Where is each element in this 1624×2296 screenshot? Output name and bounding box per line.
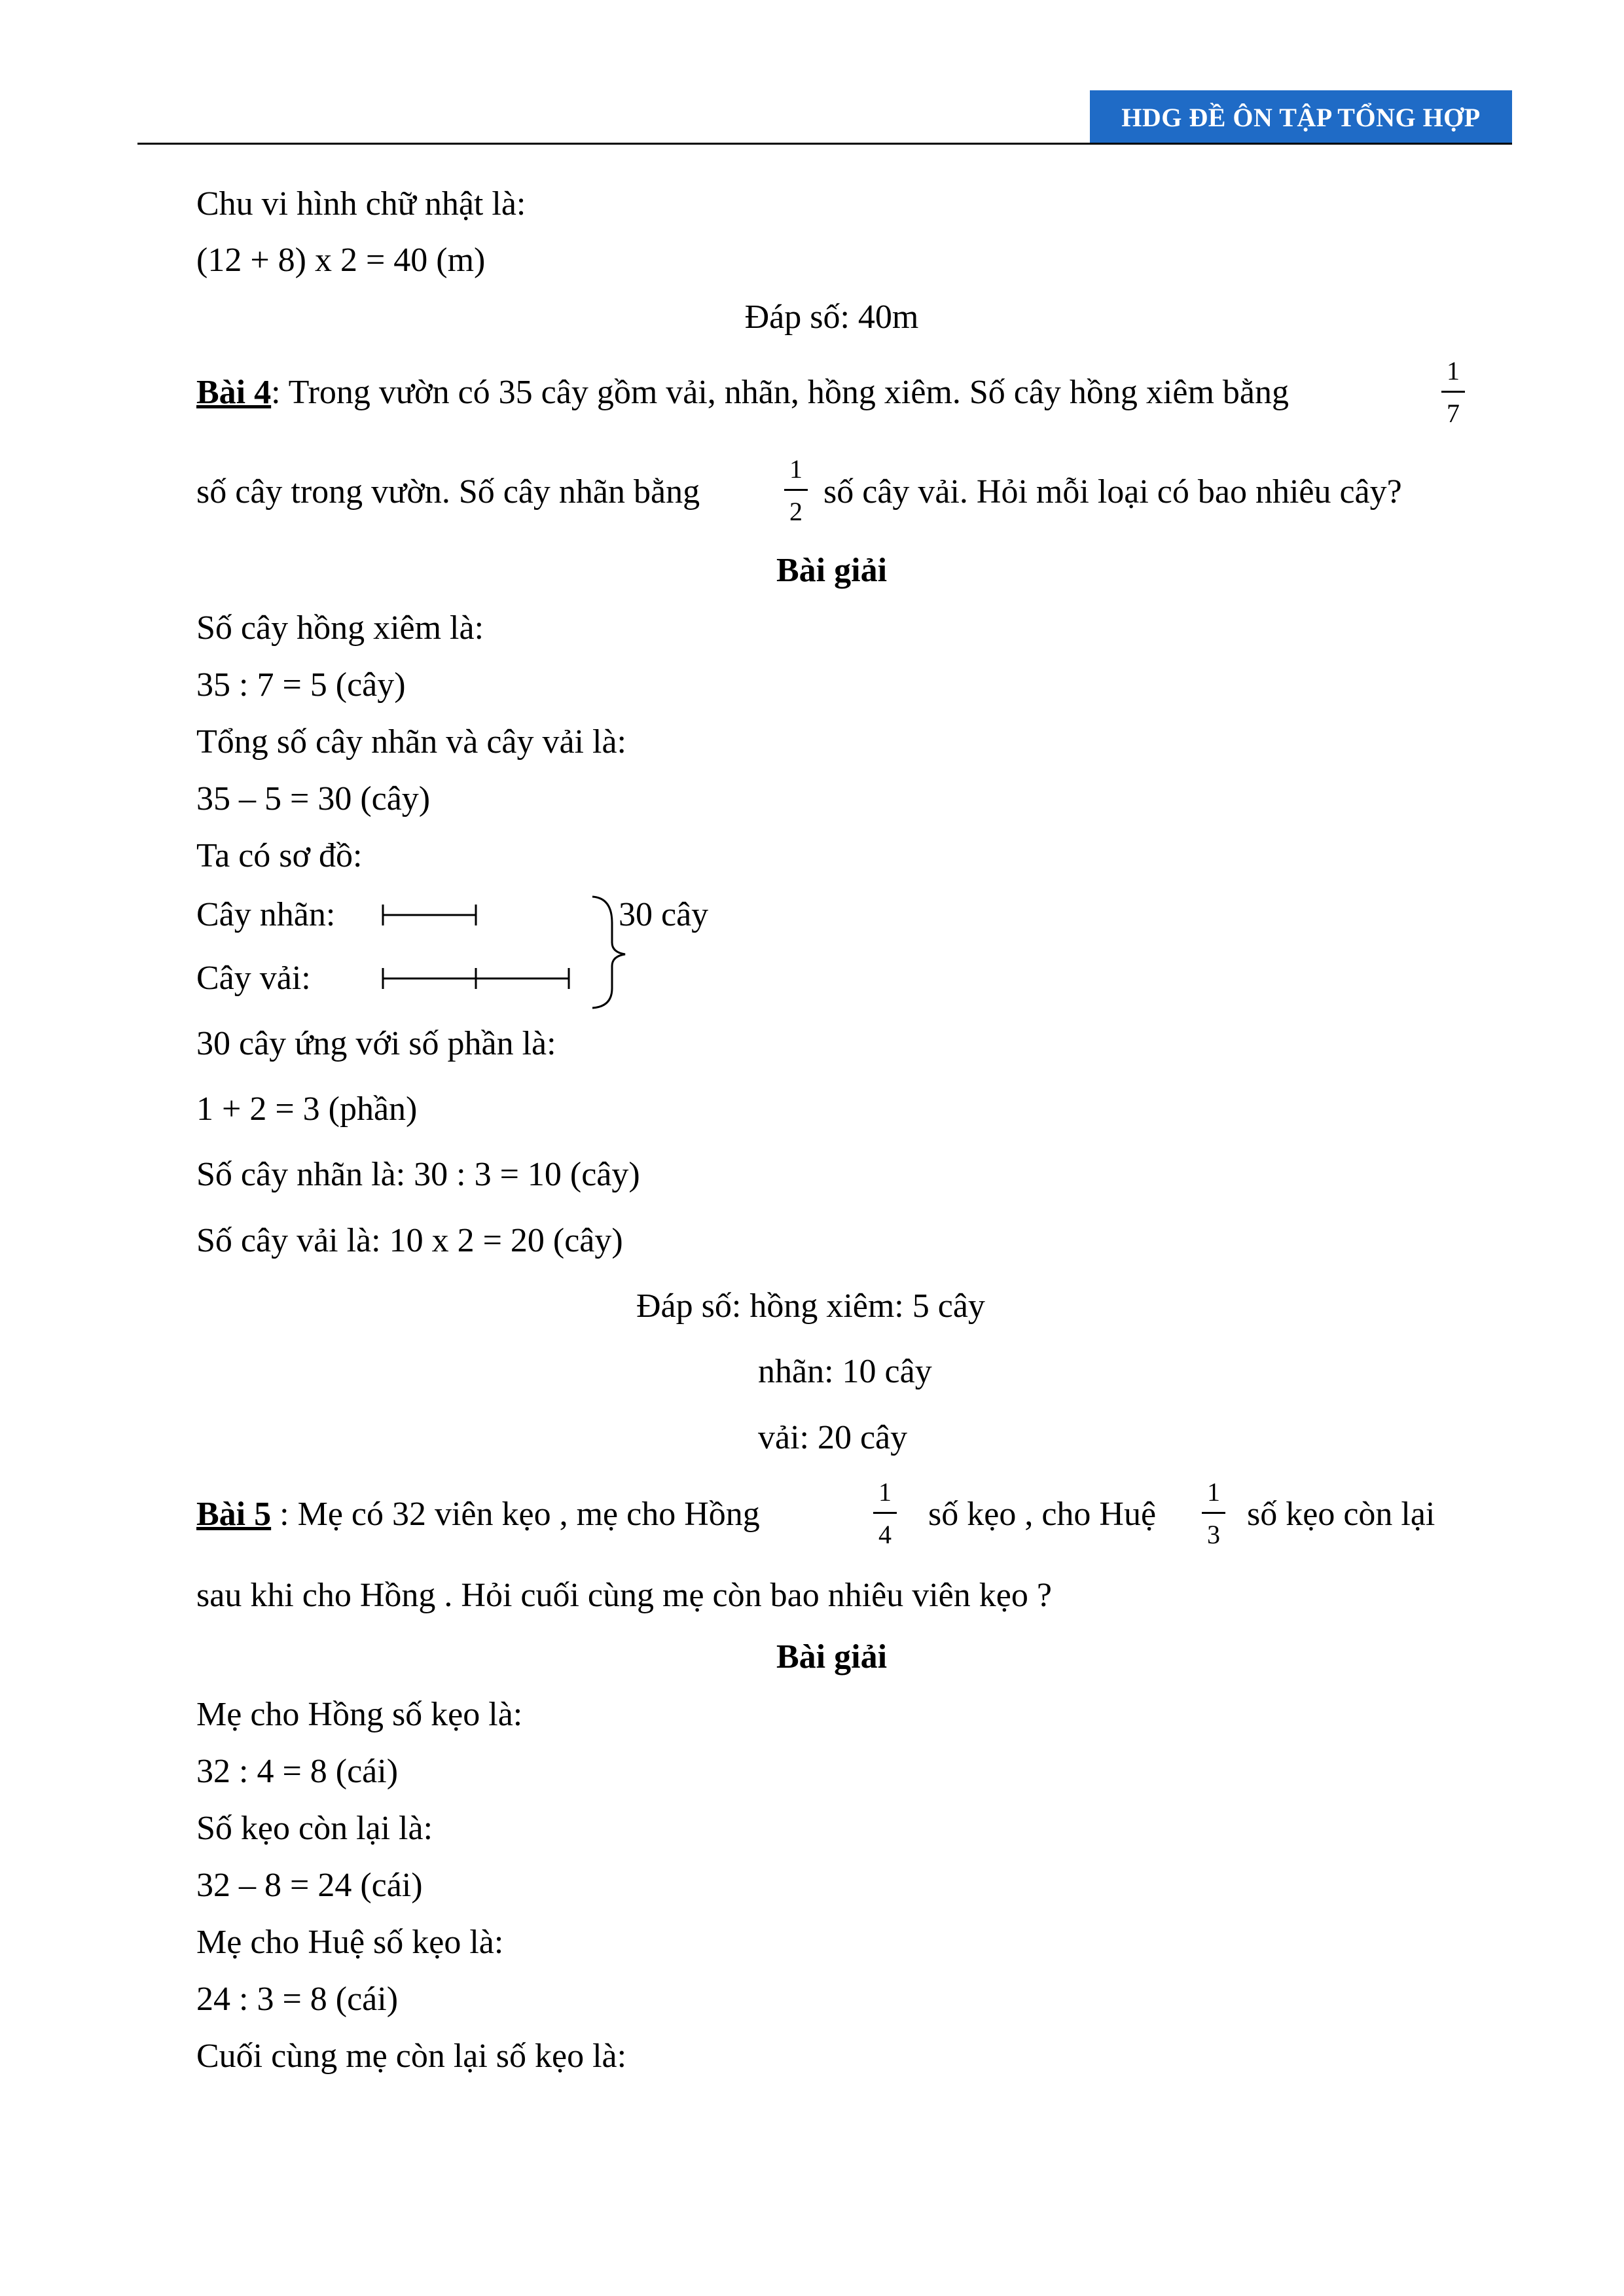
bai4-text1: : Trong vườn có 35 cây gồm vải, nhãn, hồng xiêm. Số cây hồng xiêm bằng [271, 374, 1289, 411]
segment-nhan [383, 905, 476, 925]
bai4-solution-title: Bài giải [776, 552, 888, 589]
bai5-label: Bài 5 [196, 1496, 272, 1533]
bai5-text1a: : Mẹ có 32 viên kẹo , mẹ cho Hồng [271, 1496, 760, 1533]
perimeter-label: Chu vi hình chữ nhật là: [196, 185, 526, 223]
bai5-fraction-1-4: 1 4 [873, 1478, 897, 1549]
bai5-solution-title: Bài giải [776, 1638, 888, 1676]
bai4-step: Số cây nhãn là: 30 : 3 = 10 (cây) [196, 1156, 640, 1193]
bai5-fraction-1-3: 1 3 [1202, 1478, 1225, 1549]
bai4-step: 30 cây ứng với số phần là: [196, 1025, 556, 1062]
bai5-step: Số kẹo còn lại là: [196, 1810, 433, 1847]
bai4-fraction-1-2: 1 2 [784, 455, 808, 526]
bai4-answer-2: nhãn: 10 cây [758, 1353, 932, 1390]
bai4-fraction-1-7: 1 7 [1441, 357, 1465, 428]
bai5-text2: sau khi cho Hồng . Hỏi cuối cùng mẹ còn bao nhiêu viên kẹo ? [196, 1577, 1052, 1614]
bai4-answer-3: vải: 20 cây [758, 1419, 908, 1456]
bai5-step: Mẹ cho Huệ số kẹo là: [196, 1924, 504, 1961]
bai5-text1c: số kẹo còn lại [1247, 1496, 1435, 1533]
bai4-step: Tổng số cây nhãn và cây vải là: [196, 723, 626, 761]
bai4-text2a: số cây trong vườn. Số cây nhãn bằng [196, 473, 700, 511]
bai5-step: 32 : 4 = 8 (cái) [196, 1753, 399, 1790]
bai4-step: Số cây hồng xiêm là: [196, 609, 484, 647]
bai4-step: Số cây vải là: 10 x 2 = 20 (cây) [196, 1222, 623, 1259]
bai5-step: Mẹ cho Hồng số kẹo là: [196, 1696, 523, 1733]
diagram-label-vai: Cây vải: [196, 960, 311, 997]
diagram-label-nhan: Cây nhãn: [196, 896, 336, 933]
bai5-problem-line1a [196, 1495, 760, 1534]
bai4-label: Bài 4 [196, 374, 272, 411]
diagram-total: 30 cây [619, 896, 709, 933]
perimeter-calc: (12 + 8) x 2 = 40 (m) [196, 242, 486, 279]
bai5-text1b: số kẹo , cho Huệ [928, 1496, 1157, 1533]
bai5-step: 32 – 8 = 24 (cái) [196, 1867, 423, 1904]
bai3-answer: Đáp số: 40m [744, 298, 919, 336]
header-badge: HDG ĐỀ ÔN TẬP TỔNG HỢP [1090, 90, 1512, 145]
bai5-step: Cuối cùng mẹ còn lại số kẹo là: [196, 2037, 627, 2075]
bai5-step: 24 : 3 = 8 (cái) [196, 1981, 399, 2018]
bai4-step: 35 : 7 = 5 (cây) [196, 666, 406, 704]
bai4-answer-1: Đáp số: hồng xiêm: 5 cây [636, 1287, 985, 1325]
bai4-text2b: số cây vải. Hỏi mỗi loại có bao nhiêu cây? [823, 473, 1402, 511]
bai4-step: 1 + 2 = 3 (phần) [196, 1090, 418, 1128]
bai4-step: 35 – 5 = 30 (cây) [196, 780, 431, 817]
segment-vai [383, 968, 569, 989]
bai4-step: Ta có sơ đồ: [196, 837, 363, 874]
